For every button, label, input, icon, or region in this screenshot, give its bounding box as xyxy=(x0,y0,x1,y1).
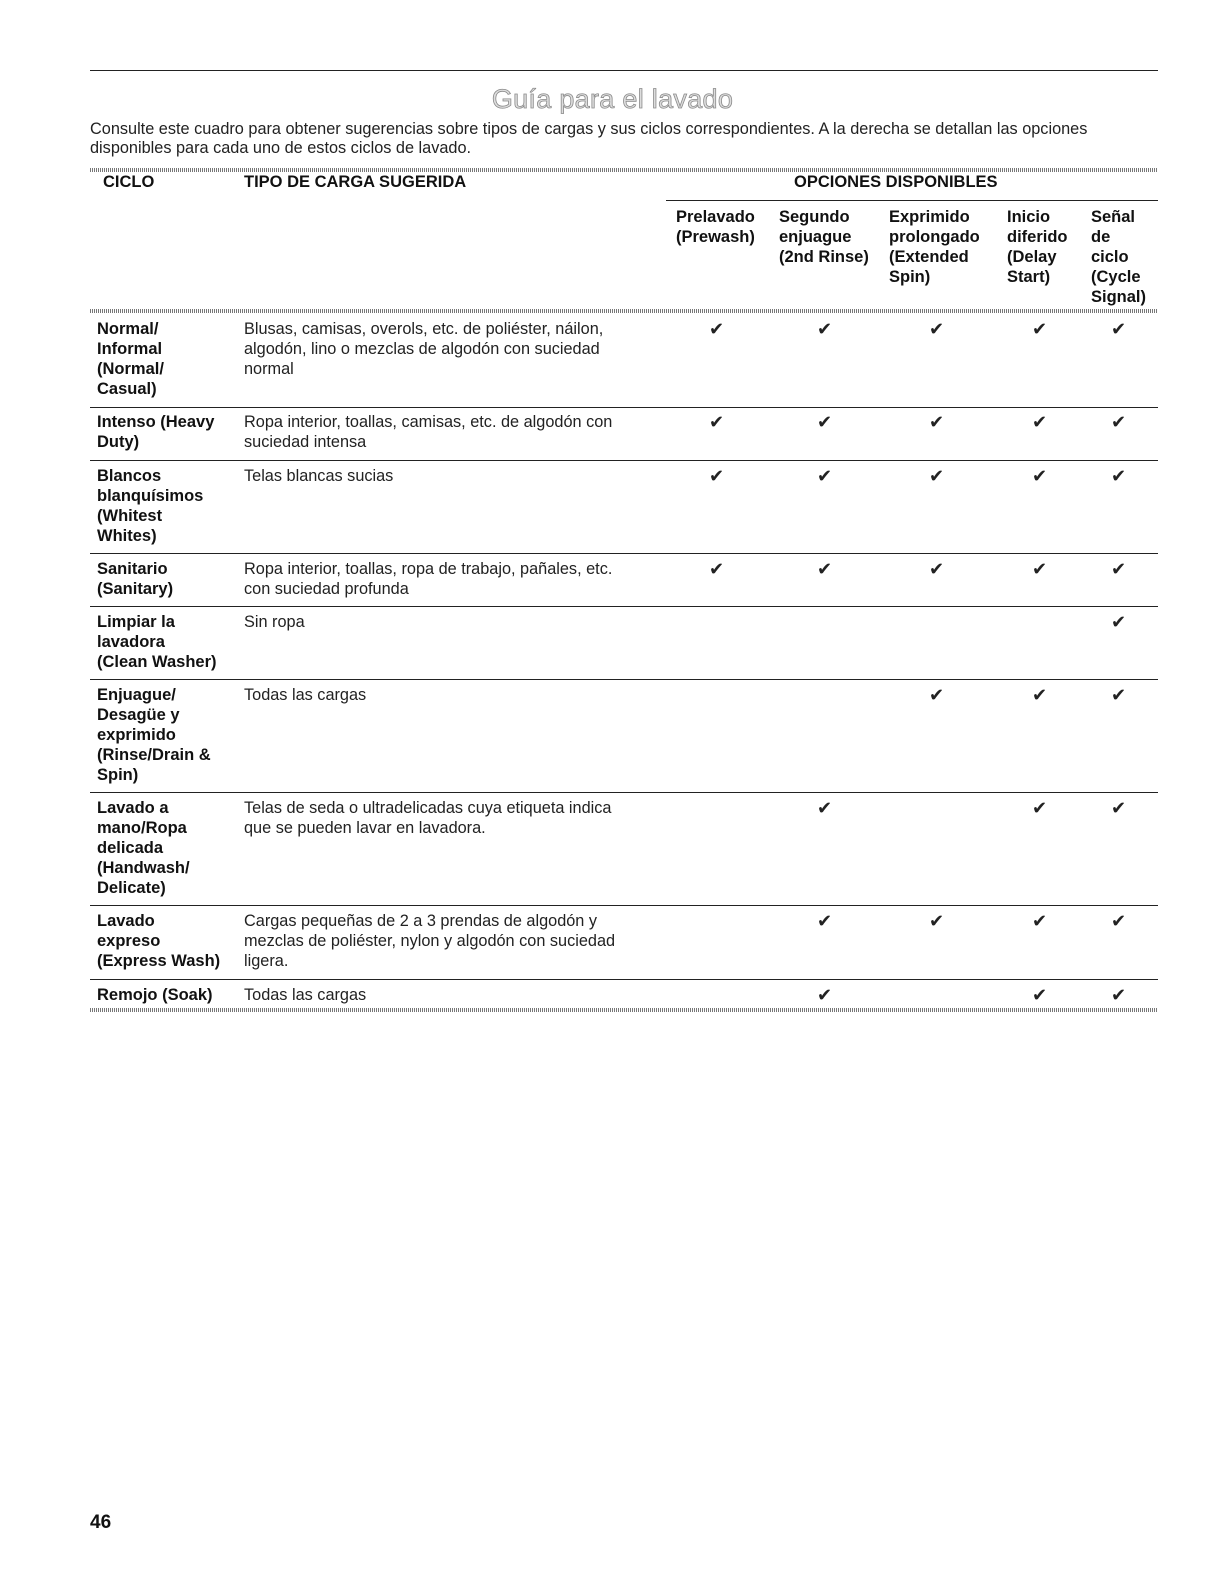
check-mark-icon: ✔ xyxy=(1032,985,1048,1005)
header-hatch-bottom xyxy=(90,309,1158,313)
cycle-name: Intenso (Heavy Duty) xyxy=(97,413,215,451)
check-mark-icon: ✔ xyxy=(1032,319,1048,339)
check-mark-icon: ✔ xyxy=(929,911,945,931)
table-row xyxy=(90,685,1158,793)
check-mark-icon: ✔ xyxy=(1111,612,1127,632)
load-type: Sin ropa xyxy=(244,613,305,631)
check-mark-icon: ✔ xyxy=(1111,559,1127,579)
table-row xyxy=(90,612,1158,680)
check-mark-icon: ✔ xyxy=(817,911,833,931)
table-row xyxy=(90,466,1158,554)
table-row xyxy=(90,985,1158,1009)
cycle-name: Lavado expreso (Express Wash) xyxy=(97,912,221,970)
cycle-name: Lavado a mano/Ropa delicada (Handwash/ Delicate) xyxy=(97,799,190,897)
check-mark-icon: ✔ xyxy=(817,559,833,579)
options-header-rule xyxy=(666,200,1158,201)
load-type: Todas las cargas xyxy=(244,986,367,1004)
cycle-name: Normal/ Informal (Normal/ Casual) xyxy=(97,320,164,398)
load-type: Telas de seda o ultradelicadas cuya etiqueta indica que se pueden lavar en lavadora. xyxy=(244,799,612,837)
check-mark-icon: ✔ xyxy=(1032,466,1048,486)
check-mark-icon: ✔ xyxy=(817,412,833,432)
page-number: 46 xyxy=(90,1512,112,1533)
cycle-name: Sanitario (Sanitary) xyxy=(97,560,174,598)
table-row xyxy=(90,798,1158,906)
load-type: Todas las cargas xyxy=(244,686,367,704)
load-type: Blusas, camisas, overols, etc. de poliéster, náilon, algodón, lino o mezclas de algodón con suciedad normal xyxy=(244,320,604,378)
check-mark-icon: ✔ xyxy=(1032,911,1048,931)
table-row xyxy=(90,911,1158,980)
table-hatch-bottom xyxy=(90,1008,1158,1012)
check-mark-icon: ✔ xyxy=(929,319,945,339)
load-type: Cargas pequeñas de 2 a 3 prendas de algodón y mezclas de poliéster, nylon y algodón con suciedad ligera. xyxy=(244,912,616,970)
option-header-4: Señal de ciclo (Cycle Signal) xyxy=(1091,208,1147,306)
check-mark-icon: ✔ xyxy=(1032,798,1048,818)
check-mark-icon: ✔ xyxy=(1111,985,1127,1005)
option-header-2: Exprimido prolongado (Extended Spin) xyxy=(889,208,980,286)
cycle-name: Remojo (Soak) xyxy=(97,986,213,1004)
check-mark-icon: ✔ xyxy=(1032,412,1048,432)
check-mark-icon: ✔ xyxy=(929,466,945,486)
check-mark-icon: ✔ xyxy=(1111,466,1127,486)
check-mark-icon: ✔ xyxy=(1032,559,1048,579)
check-mark-icon: ✔ xyxy=(817,985,833,1005)
check-mark-icon: ✔ xyxy=(1032,685,1048,705)
check-mark-icon: ✔ xyxy=(1111,798,1127,818)
table-row xyxy=(90,559,1158,607)
table-row xyxy=(90,319,1158,408)
check-mark-icon: ✔ xyxy=(1111,911,1127,931)
page-title: Guía para el lavado xyxy=(491,84,734,114)
header-load-type: TIPO DE CARGA SUGERIDA xyxy=(244,173,467,191)
load-type: Ropa interior, toallas, camisas, etc. de algodón con suciedad intensa xyxy=(244,413,613,451)
option-header-1: Segundo enjuague (2nd Rinse) xyxy=(779,208,869,266)
check-mark-icon: ✔ xyxy=(817,319,833,339)
check-mark-icon: ✔ xyxy=(1111,319,1127,339)
option-header-3: Inicio diferido (Delay Start) xyxy=(1007,208,1068,286)
check-mark-icon: ✔ xyxy=(709,559,725,579)
check-mark-icon: ✔ xyxy=(709,466,725,486)
check-mark-icon: ✔ xyxy=(817,798,833,818)
option-header-0: Prelavado (Prewash) xyxy=(676,208,755,246)
header-cycle: CICLO xyxy=(103,173,155,191)
check-mark-icon: ✔ xyxy=(1111,685,1127,705)
check-mark-icon: ✔ xyxy=(929,685,945,705)
check-mark-icon: ✔ xyxy=(709,412,725,432)
intro-text: Consulte este cuadro para obtener sugerencias sobre tipos de cargas y sus ciclos correspondientes. A la derecha se detallan las opciones disponibles para cada uno de estos ciclos de lavado. xyxy=(90,120,1088,157)
check-mark-icon: ✔ xyxy=(709,319,725,339)
header-hatch-top xyxy=(90,168,1158,172)
check-mark-icon: ✔ xyxy=(1111,412,1127,432)
cycle-name: Limpiar la lavadora (Clean Washer) xyxy=(97,613,217,671)
top-rule xyxy=(90,70,1158,71)
check-mark-icon: ✔ xyxy=(817,466,833,486)
load-type: Telas blancas sucias xyxy=(244,467,394,485)
load-type: Ropa interior, toallas, ropa de trabajo, pañales, etc. con suciedad profunda xyxy=(244,560,613,598)
check-mark-icon: ✔ xyxy=(929,412,945,432)
table-row xyxy=(90,412,1158,461)
cycle-name: Blancos blanquísimos (Whitest Whites) xyxy=(97,467,204,545)
check-mark-icon: ✔ xyxy=(929,559,945,579)
cycle-name: Enjuague/ Desagüe y exprimido (Rinse/Drain & Spin) xyxy=(97,686,211,784)
header-options: OPCIONES DISPONIBLES xyxy=(794,173,998,191)
